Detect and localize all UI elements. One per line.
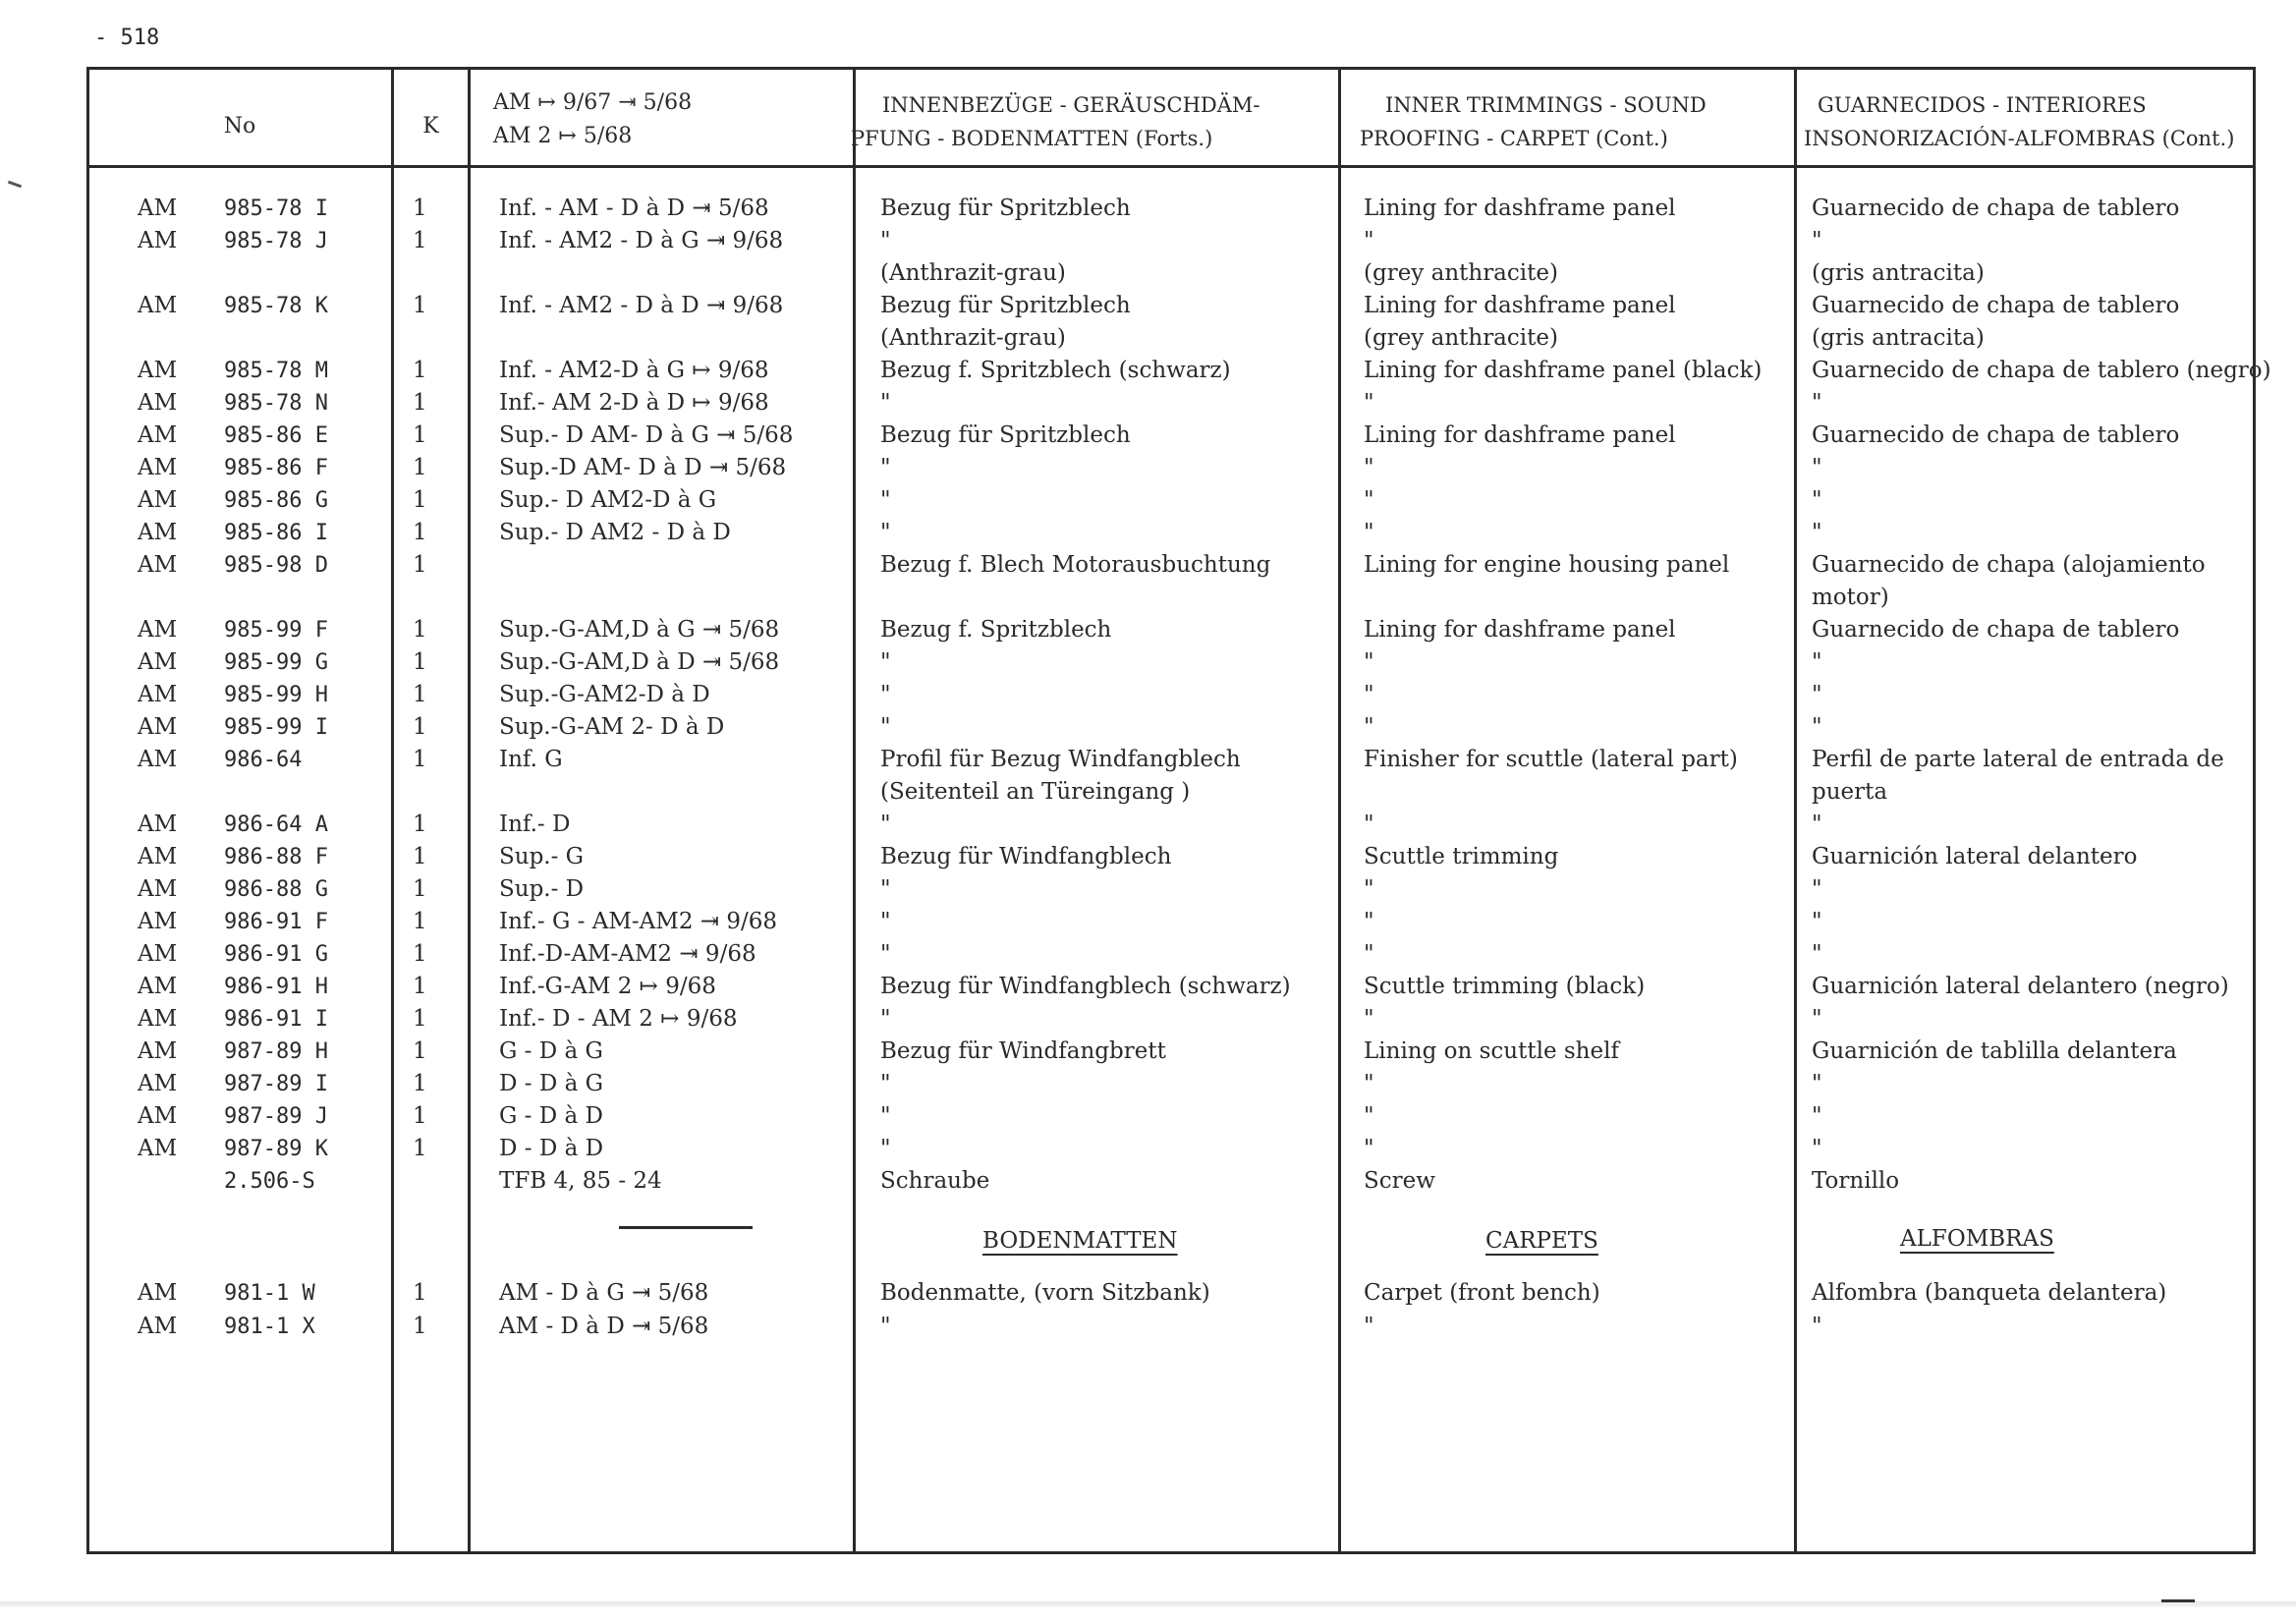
quantity: 1	[413, 747, 427, 772]
margin-mark	[8, 181, 22, 189]
quantity: 1	[413, 1314, 427, 1339]
description-english: "	[1364, 228, 1374, 253]
part-prefix: AM	[138, 1006, 178, 1032]
part-number: 985-78 M	[224, 359, 328, 383]
part-prefix: AM	[138, 682, 178, 707]
part-prefix: AM	[138, 552, 178, 578]
part-number: 985-86 I	[224, 521, 328, 545]
description-german: (Anthrazit-grau)	[880, 325, 1066, 351]
description-spanish: Guarnición lateral delantero (negro)	[1812, 974, 2229, 999]
description-english: Screw	[1364, 1168, 1435, 1194]
description-spanish: Guarnecido de chapa de tablero	[1812, 617, 2180, 643]
table-row	[0, 1277, 2296, 1310]
version-applicability: Sup.-G-AM2-D à D	[499, 682, 710, 707]
quantity: 1	[413, 812, 427, 837]
version-applicability: Sup.-D AM- D à D ⇥ 5/68	[499, 455, 787, 480]
quantity: 1	[413, 844, 427, 869]
description-english: Finisher for scuttle (lateral part)	[1364, 747, 1738, 772]
header-k: K	[422, 114, 439, 139]
table-row	[0, 744, 2296, 776]
description-spanish: Guarnecido de chapa de tablero	[1812, 422, 2180, 448]
table-row	[0, 225, 2296, 257]
part-number: 986-91 H	[224, 975, 328, 999]
quantity: 1	[413, 1103, 427, 1129]
description-german: "	[880, 455, 891, 480]
description-spanish: "	[1812, 487, 1822, 513]
table-row	[0, 841, 2296, 873]
table-row	[0, 582, 2296, 614]
part-number: 987-89 J	[224, 1104, 328, 1129]
version-applicability: Inf.- AM 2-D à D ↦ 9/68	[499, 390, 769, 416]
quantity: 1	[413, 876, 427, 902]
part-prefix: AM	[138, 1103, 178, 1129]
version-applicability: Inf.- D	[499, 812, 571, 837]
table-row	[0, 971, 2296, 1003]
table-row	[0, 420, 2296, 452]
part-number: 985-78 I	[224, 196, 328, 221]
description-german: "	[880, 649, 891, 675]
description-english: "	[1364, 1103, 1374, 1129]
header-german-line1: INNENBEZÜGE - GERÄUSCHDÄM-	[882, 93, 1260, 117]
version-applicability: Inf. G	[499, 747, 563, 772]
description-german: "	[880, 812, 891, 837]
description-spanish: "	[1812, 1006, 1822, 1032]
description-german: "	[880, 1103, 891, 1129]
part-prefix: AM	[138, 941, 178, 967]
description-english: "	[1364, 520, 1374, 545]
table-row	[0, 809, 2296, 841]
description-spanish: "	[1812, 1314, 1822, 1339]
part-prefix: AM	[138, 1280, 178, 1306]
description-english: Scuttle trimming (black)	[1364, 974, 1646, 999]
description-spanish: Guarnecido de chapa de tablero	[1812, 293, 2180, 318]
table-row	[0, 938, 2296, 971]
description-spanish: Guarnición de tablilla delantera	[1812, 1038, 2177, 1064]
part-number: 2.506-S	[224, 1169, 315, 1194]
part-number: 985-86 G	[224, 488, 328, 513]
part-number: 985-78 K	[224, 294, 328, 318]
page-number: - 518	[94, 26, 160, 50]
description-spanish: "	[1812, 1136, 1822, 1161]
quantity: 1	[413, 1280, 427, 1306]
version-applicability: Sup.-G-AM 2- D à D	[499, 714, 725, 740]
part-prefix: AM	[138, 714, 178, 740]
version-applicability: AM - D à D ⇥ 5/68	[499, 1314, 709, 1339]
table-row	[0, 387, 2296, 420]
part-number: 985-78 N	[224, 391, 328, 416]
quantity: 1	[413, 455, 427, 480]
table-row	[0, 614, 2296, 646]
part-prefix: AM	[138, 422, 178, 448]
header-no: No	[223, 114, 256, 139]
quantity: 1	[413, 617, 427, 643]
quantity: 1	[413, 293, 427, 318]
section-title-german: BODENMATTEN	[982, 1228, 1178, 1254]
quantity: 1	[413, 1006, 427, 1032]
description-spanish: Alfombra (banqueta delantera)	[1812, 1280, 2167, 1306]
description-german: Bezug für Spritzblech	[880, 422, 1131, 448]
version-applicability: AM - D à G ⇥ 5/68	[499, 1280, 709, 1306]
version-applicability: Inf.-D-AM-AM2 ⇥ 9/68	[499, 941, 756, 967]
header-divider	[86, 165, 2256, 168]
description-spanish: Guarnecido de chapa de tablero	[1812, 196, 2180, 221]
version-applicability: G - D à D	[499, 1103, 603, 1129]
table-row	[0, 1068, 2296, 1100]
header-spanish-line2: INSONORIZACIÓN-ALFOMBRAS (Cont.)	[1804, 127, 2235, 150]
description-spanish: (gris antracita)	[1812, 325, 1985, 351]
quantity: 1	[413, 1071, 427, 1096]
description-german: (Anthrazit-grau)	[880, 260, 1066, 286]
description-english: Lining for dashframe panel (black)	[1364, 358, 1763, 383]
description-english: "	[1364, 714, 1374, 740]
version-applicability: Sup.- D AM- D à G ⇥ 5/68	[499, 422, 794, 448]
page-mark	[2161, 1599, 2195, 1602]
description-spanish: "	[1812, 649, 1822, 675]
description-english: Lining for dashframe panel	[1364, 617, 1676, 643]
description-spanish: (gris antracita)	[1812, 260, 1985, 286]
quantity: 1	[413, 422, 427, 448]
description-german: (Seitenteil an Türeingang )	[880, 779, 1191, 805]
description-spanish: "	[1812, 1071, 1822, 1096]
description-german: Schraube	[880, 1168, 990, 1194]
version-applicability: Inf. - AM2-D à G ↦ 9/68	[499, 358, 769, 383]
version-applicability: Inf.- D - AM 2 ↦ 9/68	[499, 1006, 738, 1032]
part-prefix: AM	[138, 1314, 178, 1339]
header-german-line2: PFUNG - BODENMATTEN (Forts.)	[851, 127, 1213, 150]
part-prefix: AM	[138, 358, 178, 383]
part-prefix: AM	[138, 1071, 178, 1096]
table-row	[0, 549, 2296, 582]
quantity: 1	[413, 196, 427, 221]
description-english: Lining for dashframe panel	[1364, 196, 1676, 221]
table-row	[0, 906, 2296, 938]
description-german: "	[880, 1071, 891, 1096]
description-german: "	[880, 1314, 891, 1339]
part-number: 985-86 E	[224, 423, 328, 448]
description-german: "	[880, 1006, 891, 1032]
description-spanish: Guarnecido de chapa de tablero (negro)	[1812, 358, 2271, 383]
quantity: 1	[413, 520, 427, 545]
header-spanish-line1: GUARNECIDOS - INTERIORES	[1818, 93, 2147, 117]
quantity: 1	[413, 228, 427, 253]
version-applicability: Sup.- G	[499, 844, 585, 869]
description-german: "	[880, 390, 891, 416]
version-applicability: Inf. - AM2 - D à G ⇥ 9/68	[499, 228, 784, 253]
description-german: Bezug für Spritzblech	[880, 293, 1131, 318]
description-german: Bezug für Windfangblech	[880, 844, 1172, 869]
description-spanish: "	[1812, 390, 1822, 416]
description-english: "	[1364, 455, 1374, 480]
quantity: 1	[413, 552, 427, 578]
header-english-line1: INNER TRIMMINGS - SOUND	[1385, 93, 1707, 117]
description-spanish: motor)	[1812, 585, 1889, 610]
description-english: "	[1364, 909, 1374, 934]
version-applicability: D - D à D	[499, 1136, 604, 1161]
quantity: 1	[413, 390, 427, 416]
header-version-line2: AM 2 ↦ 5/68	[493, 124, 633, 148]
description-english: "	[1364, 1314, 1374, 1339]
description-spanish: "	[1812, 909, 1822, 934]
quantity: 1	[413, 487, 427, 513]
table-row	[0, 679, 2296, 711]
quantity: 1	[413, 682, 427, 707]
part-number: 986-64	[224, 748, 303, 772]
description-spanish: "	[1812, 714, 1822, 740]
description-german: Bezug für Spritzblech	[880, 196, 1131, 221]
table-row	[0, 776, 2296, 809]
part-number: 985-99 H	[224, 683, 328, 707]
part-prefix: AM	[138, 1038, 178, 1064]
part-number: 985-78 J	[224, 229, 328, 253]
description-german: "	[880, 876, 891, 902]
table-row	[0, 873, 2296, 906]
table-row	[0, 484, 2296, 517]
version-applicability: Sup.-G-AM,D à G ⇥ 5/68	[499, 617, 780, 643]
part-prefix: AM	[138, 617, 178, 643]
description-english: "	[1364, 682, 1374, 707]
description-german: Bezug f. Blech Motorausbuchtung	[880, 552, 1271, 578]
description-english: "	[1364, 812, 1374, 837]
section-rule	[619, 1226, 753, 1229]
description-german: "	[880, 1136, 891, 1161]
description-german: Bezug f. Spritzblech	[880, 617, 1112, 643]
part-number: 986-88 F	[224, 845, 328, 869]
description-german: "	[880, 714, 891, 740]
description-spanish: Tornillo	[1812, 1168, 1900, 1194]
description-english: "	[1364, 1136, 1374, 1161]
table-row	[0, 322, 2296, 355]
header-version-line1: AM ↦ 9/67 ⇥ 5/68	[493, 90, 693, 115]
part-prefix: AM	[138, 876, 178, 902]
part-number: 986-91 I	[224, 1007, 328, 1032]
quantity: 1	[413, 649, 427, 675]
description-spanish: Guarnición lateral delantero	[1812, 844, 2138, 869]
part-prefix: AM	[138, 747, 178, 772]
part-number: 987-89 I	[224, 1072, 328, 1096]
part-number: 986-91 F	[224, 910, 328, 934]
page-bottom-edge	[0, 1601, 2296, 1607]
version-applicability: TFB 4, 85 - 24	[499, 1168, 662, 1194]
part-prefix: AM	[138, 293, 178, 318]
description-german: "	[880, 487, 891, 513]
part-number: 986-64 A	[224, 812, 328, 837]
version-applicability: Sup.- D AM2 - D à D	[499, 520, 731, 545]
description-english: Lining for dashframe panel	[1364, 422, 1676, 448]
description-german: "	[880, 520, 891, 545]
part-prefix: AM	[138, 812, 178, 837]
version-applicability: Inf.-G-AM 2 ↦ 9/68	[499, 974, 716, 999]
part-prefix: AM	[138, 909, 178, 934]
part-prefix: AM	[138, 649, 178, 675]
description-english: "	[1364, 649, 1374, 675]
table-row	[0, 355, 2296, 387]
part-number: 986-91 G	[224, 942, 328, 967]
description-english: "	[1364, 487, 1374, 513]
part-number: 985-86 F	[224, 456, 328, 480]
description-german: Bezug f. Spritzblech (schwarz)	[880, 358, 1231, 383]
description-german: Bodenmatte, (vorn Sitzbank)	[880, 1280, 1210, 1306]
description-german: "	[880, 909, 891, 934]
description-english: Scuttle trimming	[1364, 844, 1559, 869]
part-number: 985-99 F	[224, 618, 328, 643]
part-prefix: AM	[138, 974, 178, 999]
description-spanish: "	[1812, 682, 1822, 707]
description-spanish: "	[1812, 455, 1822, 480]
part-number: 981-1 X	[224, 1315, 315, 1339]
quantity: 1	[413, 974, 427, 999]
description-spanish: "	[1812, 520, 1822, 545]
description-german: "	[880, 682, 891, 707]
version-applicability: G - D à G	[499, 1038, 603, 1064]
header-english-line2: PROOFING - CARPET (Cont.)	[1360, 127, 1668, 150]
version-applicability: Inf. - AM - D à D ⇥ 5/68	[499, 196, 769, 221]
description-german: Profil für Bezug Windfangblech	[880, 747, 1241, 772]
table-row	[0, 711, 2296, 744]
table-row	[0, 290, 2296, 322]
table-row	[0, 517, 2296, 549]
part-number: 987-89 H	[224, 1039, 328, 1064]
part-number: 985-99 G	[224, 650, 328, 675]
description-english: "	[1364, 1006, 1374, 1032]
part-prefix: AM	[138, 455, 178, 480]
part-prefix: AM	[138, 1136, 178, 1161]
description-english: (grey anthracite)	[1364, 260, 1558, 286]
table-row	[0, 1036, 2296, 1068]
part-number: 981-1 W	[224, 1281, 315, 1306]
description-spanish: "	[1812, 876, 1822, 902]
quantity: 1	[413, 1136, 427, 1161]
version-applicability: Sup.-G-AM,D à D ⇥ 5/68	[499, 649, 780, 675]
quantity: 1	[413, 714, 427, 740]
description-german: "	[880, 228, 891, 253]
part-prefix: AM	[138, 390, 178, 416]
description-spanish: Perfil de parte lateral de entrada de	[1812, 747, 2224, 772]
description-english: Lining for engine housing panel	[1364, 552, 1730, 578]
description-spanish: puerta	[1812, 779, 1888, 805]
quantity: 1	[413, 909, 427, 934]
quantity: 1	[413, 358, 427, 383]
description-spanish: Guarnecido de chapa (alojamiento	[1812, 552, 2206, 578]
quantity: 1	[413, 1038, 427, 1064]
description-german: Bezug für Windfangblech (schwarz)	[880, 974, 1291, 999]
description-english: Carpet (front bench)	[1364, 1280, 1600, 1306]
table-row	[0, 1165, 2296, 1198]
description-english: Lining on scuttle shelf	[1364, 1038, 1619, 1064]
quantity: 1	[413, 941, 427, 967]
description-german: Bezug für Windfangbrett	[880, 1038, 1166, 1064]
version-applicability: Sup.- D AM2-D à G	[499, 487, 717, 513]
part-prefix: AM	[138, 487, 178, 513]
description-spanish: "	[1812, 941, 1822, 967]
part-number: 987-89 K	[224, 1137, 328, 1161]
table-row	[0, 1100, 2296, 1133]
description-spanish: "	[1812, 1103, 1822, 1129]
section-title-english: CARPETS	[1485, 1228, 1598, 1254]
version-applicability: Sup.- D	[499, 876, 585, 902]
table-row	[0, 646, 2296, 679]
section-title-spanish: ALFOMBRAS	[1900, 1226, 2054, 1252]
table-row	[0, 1311, 2296, 1343]
part-prefix: AM	[138, 228, 178, 253]
part-number: 985-99 I	[224, 715, 328, 740]
part-number: 985-98 D	[224, 553, 328, 578]
version-applicability: D - D à G	[499, 1071, 603, 1096]
table-row	[0, 193, 2296, 225]
description-german: "	[880, 941, 891, 967]
description-english: "	[1364, 941, 1374, 967]
table-row	[0, 1133, 2296, 1165]
part-number: 986-88 G	[224, 877, 328, 902]
table-row	[0, 1003, 2296, 1036]
description-spanish: "	[1812, 812, 1822, 837]
description-english: Lining for dashframe panel	[1364, 293, 1676, 318]
version-applicability: Inf. - AM2 - D à D ⇥ 9/68	[499, 293, 784, 318]
part-prefix: AM	[138, 844, 178, 869]
description-english: (grey anthracite)	[1364, 325, 1558, 351]
table-row	[0, 452, 2296, 484]
description-english: "	[1364, 1071, 1374, 1096]
description-english: "	[1364, 390, 1374, 416]
part-prefix: AM	[138, 196, 178, 221]
description-english: "	[1364, 876, 1374, 902]
description-spanish: "	[1812, 228, 1822, 253]
table-row	[0, 257, 2296, 290]
version-applicability: Inf.- G - AM-AM2 ⇥ 9/68	[499, 909, 778, 934]
part-prefix: AM	[138, 520, 178, 545]
